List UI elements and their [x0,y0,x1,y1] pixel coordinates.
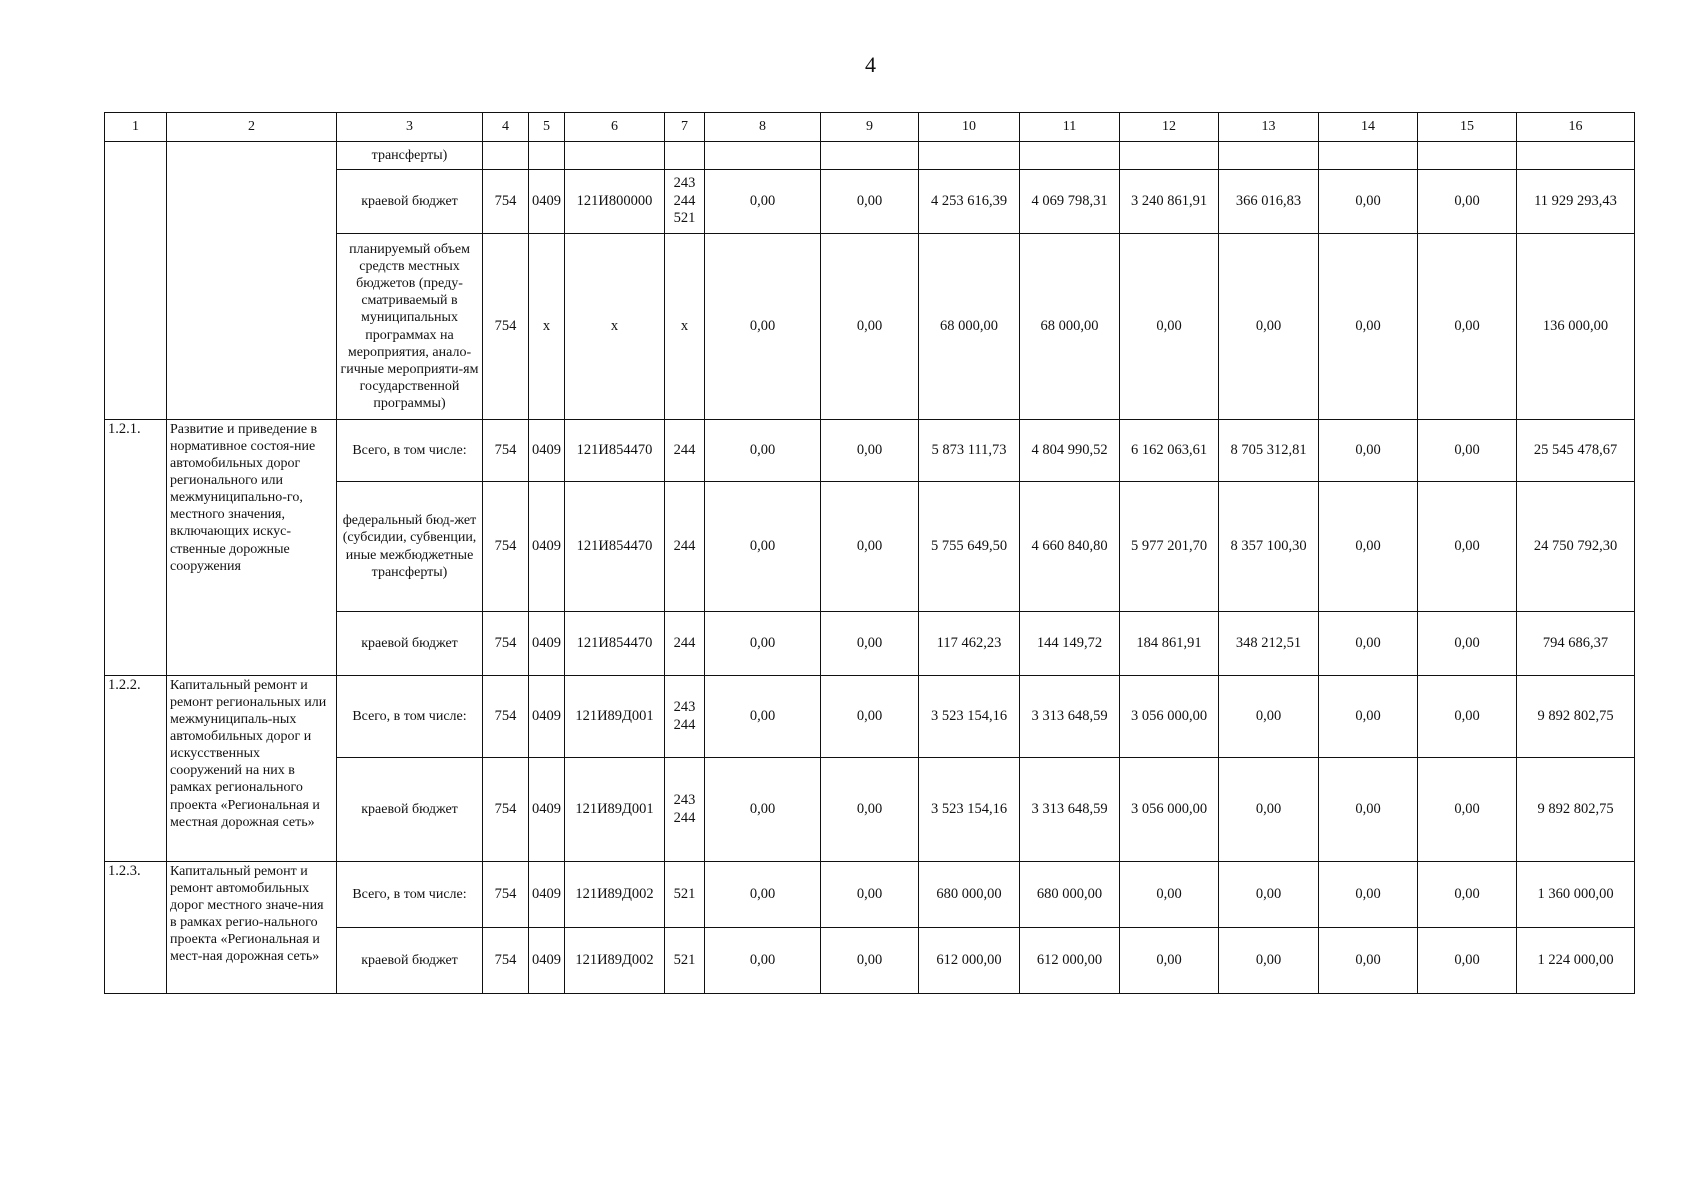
budget-table [104,112,1635,994]
item-number-cell [105,142,167,420]
amount-cell: 3 056 000,00 [1120,676,1219,758]
vr-code: 244 [673,537,696,554]
amount-cell [705,142,821,170]
item-name-cell: Капитальный ремонт и ремонт автомобильных дорог местного значе-ния в рамках регио-нального проекта «Региональная и мест-ная дорожная сеть» [167,862,337,994]
amount-cell: 0,00 [705,482,821,612]
csr-code-cell: 121И854470 [565,420,665,482]
rzpr-code-cell: 0409 [529,482,565,612]
amount-cell: 794 686,37 [1517,612,1635,676]
grbs-code-cell: 754 [483,420,529,482]
item-number-cell: 1.2.1. [105,420,167,676]
amount-cell: 117 462,23 [919,612,1020,676]
csr-code-cell: 121И89Д002 [565,928,665,994]
column-number-cell: 16 [1517,113,1635,142]
csr-code-cell: 121И89Д001 [565,676,665,758]
amount-cell [919,142,1020,170]
vr-code-cell [665,482,705,612]
amount-cell: 3 313 648,59 [1020,758,1120,862]
funding-source-cell: Всего, в том числе: [337,862,483,928]
amount-cell: 3 523 154,16 [919,758,1020,862]
amount-cell: 1 224 000,00 [1517,928,1635,994]
column-number-row [105,113,1635,142]
amount-cell: 0,00 [821,170,919,234]
grbs-code-cell [483,142,529,170]
item-name-cell: Развитие и приведение в нормативное состоя-ние автомобильных дорог регионального или межмуниципально-го, местного значения, включающих искус-ственные дорожные сооружения [167,420,337,676]
funding-source-cell: планируемый объем средств местных бюджетов (преду-сматриваемый в муниципальных программах на мероприятия, анало-гичные мероприяти-ям государственной программы) [337,234,483,420]
amount-cell: 348 212,51 [1219,612,1319,676]
rzpr-code-cell: 0409 [529,862,565,928]
amount-cell: 8 705 312,81 [1219,420,1319,482]
vr-code: 243 [673,698,696,715]
amount-cell [1517,142,1635,170]
vr-code: 244 [673,716,696,733]
funding-source-cell: трансферты) [337,142,483,170]
amount-cell: 0,00 [705,612,821,676]
amount-cell: 612 000,00 [919,928,1020,994]
amount-cell: 9 892 802,75 [1517,758,1635,862]
vr-code-cell [665,862,705,928]
funding-source-cell: федеральный бюд-жет (субсидии, субвенции, иные межбюджетные трансферты) [337,482,483,612]
column-number-cell: 9 [821,113,919,142]
amount-cell: 0,00 [1219,676,1319,758]
amount-cell: 0,00 [705,758,821,862]
amount-cell: 0,00 [821,676,919,758]
amount-cell: 4 660 840,80 [1020,482,1120,612]
vr-code-cell [665,420,705,482]
funding-source-cell: краевой бюджет [337,928,483,994]
vr-code: х [680,317,689,334]
amount-cell: 11 929 293,43 [1517,170,1635,234]
grbs-code-cell: 754 [483,862,529,928]
amount-cell: 144 149,72 [1020,612,1120,676]
amount-cell: 0,00 [821,928,919,994]
amount-cell: 0,00 [1418,420,1517,482]
amount-cell: 0,00 [705,170,821,234]
amount-cell: 0,00 [1120,862,1219,928]
table-row [105,862,1635,928]
column-number-cell: 5 [529,113,565,142]
vr-code-cell [665,676,705,758]
rzpr-code-cell: 0409 [529,420,565,482]
vr-code: 521 [673,951,696,968]
amount-cell: 0,00 [1418,482,1517,612]
amount-cell: 0,00 [821,420,919,482]
amount-cell [1120,142,1219,170]
vr-code: 244 [673,809,696,826]
amount-cell: 4 069 798,31 [1020,170,1120,234]
amount-cell [1219,142,1319,170]
amount-cell: 0,00 [705,676,821,758]
vr-code: 244 [673,441,696,458]
amount-cell: 136 000,00 [1517,234,1635,420]
amount-cell: 0,00 [1418,928,1517,994]
rzpr-code-cell: 0409 [529,928,565,994]
csr-code-cell: 121И89Д001 [565,758,665,862]
amount-cell: 366 016,83 [1219,170,1319,234]
amount-cell: 4 804 990,52 [1020,420,1120,482]
csr-code-cell: 121И89Д002 [565,862,665,928]
column-number-cell: 4 [483,113,529,142]
table-row [105,420,1635,482]
grbs-code-cell: 754 [483,758,529,862]
item-number-cell: 1.2.3. [105,862,167,994]
amount-cell: 0,00 [821,862,919,928]
grbs-code-cell: 754 [483,676,529,758]
table-row [105,142,1635,170]
column-number-cell: 11 [1020,113,1120,142]
column-number-cell: 2 [167,113,337,142]
amount-cell: 0,00 [705,420,821,482]
amount-cell: 0,00 [1418,676,1517,758]
amount-cell: 0,00 [1319,420,1418,482]
amount-cell: 5 755 649,50 [919,482,1020,612]
vr-code: 521 [673,210,696,227]
vr-code: 521 [673,885,696,902]
csr-code-cell: 121И854470 [565,612,665,676]
amount-cell: 9 892 802,75 [1517,676,1635,758]
column-number-cell: 1 [105,113,167,142]
amount-cell: 0,00 [705,234,821,420]
funding-source-cell: Всего, в том числе: [337,420,483,482]
amount-cell: 3 056 000,00 [1120,758,1219,862]
amount-cell: 0,00 [821,234,919,420]
rzpr-code-cell [529,142,565,170]
amount-cell: 3 313 648,59 [1020,676,1120,758]
amount-cell: 0,00 [705,928,821,994]
amount-cell: 3 523 154,16 [919,676,1020,758]
column-number-cell: 10 [919,113,1020,142]
vr-code: 243 [673,174,696,191]
grbs-code-cell: 754 [483,928,529,994]
amount-cell: 0,00 [1418,612,1517,676]
amount-cell: 24 750 792,30 [1517,482,1635,612]
rzpr-code-cell: 0409 [529,612,565,676]
grbs-code-cell: 754 [483,612,529,676]
column-number-cell: 3 [337,113,483,142]
column-number-cell: 13 [1219,113,1319,142]
amount-cell: 0,00 [1418,234,1517,420]
funding-source-cell: краевой бюджет [337,612,483,676]
amount-cell [1418,142,1517,170]
vr-code: 243 [673,791,696,808]
item-name-cell: Капитальный ремонт и ремонт региональных или межмуниципаль-ных автомобильных дорог и искусственных сооружений на них в рамках регионального проекта «Региональная и местная дорожная сеть» [167,676,337,862]
column-number-cell: 8 [705,113,821,142]
rzpr-code-cell: х [529,234,565,420]
funding-source-cell: Всего, в том числе: [337,676,483,758]
column-number-cell: 14 [1319,113,1418,142]
column-number-cell: 12 [1120,113,1219,142]
table-row [105,676,1635,758]
grbs-code-cell: 754 [483,482,529,612]
grbs-code-cell: 754 [483,170,529,234]
vr-code-cell [665,142,705,170]
amount-cell: 0,00 [821,482,919,612]
amount-cell: 5 977 201,70 [1120,482,1219,612]
grbs-code-cell: 754 [483,234,529,420]
amount-cell: 8 357 100,30 [1219,482,1319,612]
amount-cell: 6 162 063,61 [1120,420,1219,482]
csr-code-cell: 121И800000 [565,170,665,234]
amount-cell: 0,00 [1319,234,1418,420]
amount-cell: 0,00 [1319,862,1418,928]
amount-cell: 25 545 478,67 [1517,420,1635,482]
amount-cell: 612 000,00 [1020,928,1120,994]
vr-code-cell [665,758,705,862]
amount-cell: 0,00 [1319,482,1418,612]
item-number-cell: 1.2.2. [105,676,167,862]
amount-cell: 0,00 [1219,862,1319,928]
amount-cell: 680 000,00 [919,862,1020,928]
vr-code-cell [665,928,705,994]
funding-source-cell: краевой бюджет [337,758,483,862]
amount-cell: 0,00 [1319,928,1418,994]
amount-cell: 0,00 [1319,612,1418,676]
amount-cell: 184 861,91 [1120,612,1219,676]
vr-code: 244 [673,634,696,651]
amount-cell: 3 240 861,91 [1120,170,1219,234]
amount-cell [1319,142,1418,170]
amount-cell: 0,00 [1319,676,1418,758]
funding-source-cell: краевой бюджет [337,170,483,234]
amount-cell: 0,00 [1219,928,1319,994]
column-number-cell: 15 [1418,113,1517,142]
rzpr-code-cell: 0409 [529,676,565,758]
amount-cell: 0,00 [821,758,919,862]
amount-cell: 4 253 616,39 [919,170,1020,234]
vr-code-cell [665,170,705,234]
amount-cell: 680 000,00 [1020,862,1120,928]
rzpr-code-cell: 0409 [529,758,565,862]
vr-code: 244 [673,192,696,209]
item-name-cell [167,142,337,420]
amount-cell: 0,00 [1418,758,1517,862]
amount-cell: 0,00 [1418,862,1517,928]
amount-cell: 0,00 [1418,170,1517,234]
amount-cell [821,142,919,170]
amount-cell: 0,00 [1120,928,1219,994]
page-number: 4 [865,52,876,77]
amount-cell: 0,00 [1219,758,1319,862]
vr-code-cell [665,234,705,420]
amount-cell: 5 873 111,73 [919,420,1020,482]
amount-cell: 0,00 [1319,170,1418,234]
csr-code-cell: 121И854470 [565,482,665,612]
amount-cell [1020,142,1120,170]
amount-cell: 0,00 [1319,758,1418,862]
amount-cell: 0,00 [1219,234,1319,420]
amount-cell: 68 000,00 [919,234,1020,420]
rzpr-code-cell: 0409 [529,170,565,234]
column-number-cell: 6 [565,113,665,142]
amount-cell: 68 000,00 [1020,234,1120,420]
vr-code-cell [665,612,705,676]
column-number-cell: 7 [665,113,705,142]
amount-cell: 0,00 [821,612,919,676]
table-body [105,113,1635,994]
amount-cell: 0,00 [705,862,821,928]
amount-cell: 1 360 000,00 [1517,862,1635,928]
csr-code-cell [565,142,665,170]
amount-cell: 0,00 [1120,234,1219,420]
csr-code-cell: х [565,234,665,420]
